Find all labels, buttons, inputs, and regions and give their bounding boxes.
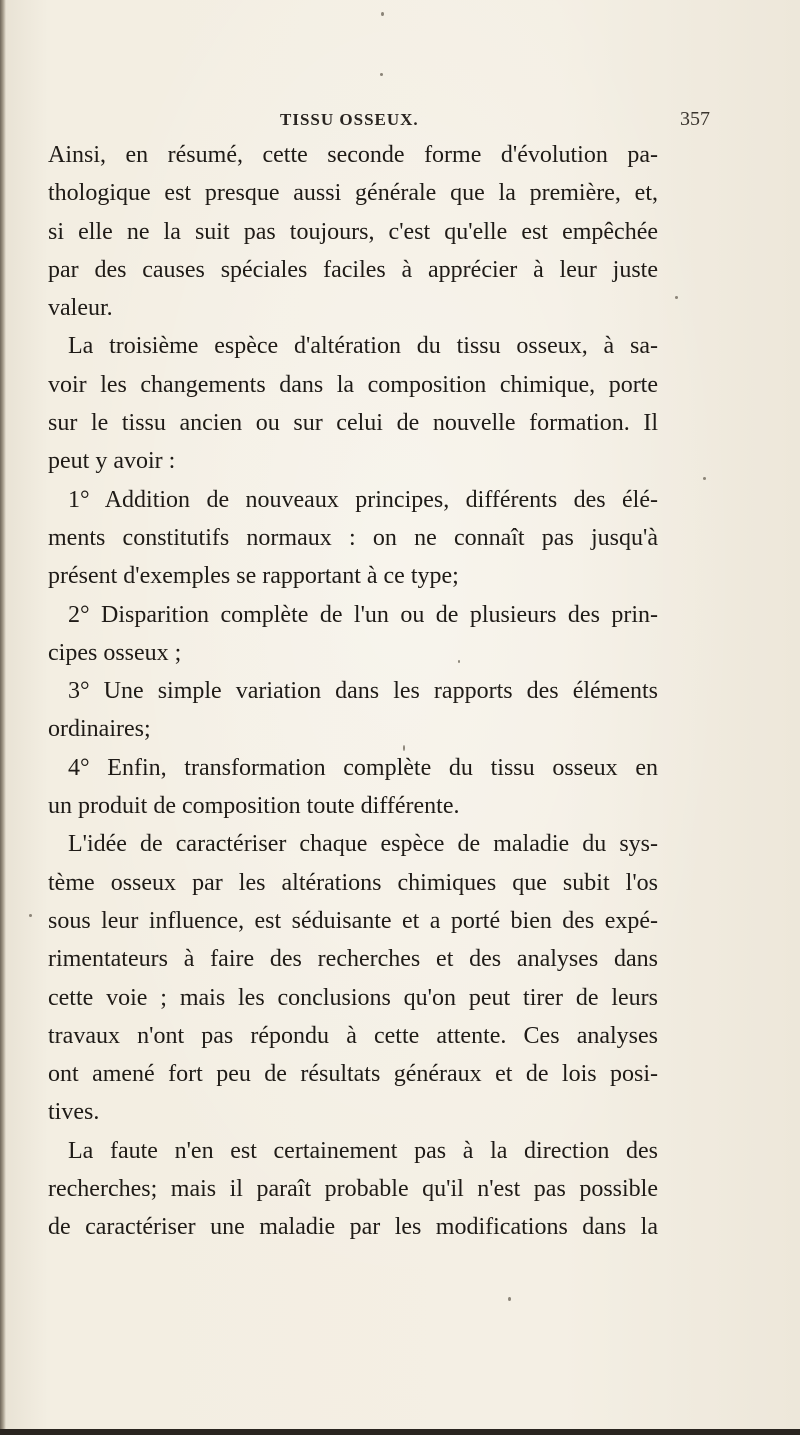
- paper-speck: [675, 296, 678, 299]
- text-line: ments constitutifs normaux : on ne connaît pas jusqu'à: [48, 524, 658, 551]
- running-header: [280, 110, 710, 136]
- paper-speck: [381, 12, 384, 16]
- text-line: peut y avoir :: [48, 448, 176, 475]
- body-text: [48, 136, 658, 1247]
- text-line: ordinaires;: [48, 716, 151, 743]
- text-line: présent d'exemples se rapportant à ce type;: [48, 563, 459, 590]
- text-line: de caractériser une maladie par les modifications dans la: [48, 1214, 658, 1241]
- text-line: voir les changements dans la composition chimique, porte: [48, 371, 658, 398]
- text-line: 4° Enfin, transformation complète du tissu osseux en: [68, 754, 658, 781]
- text-line: cipes osseux ;: [48, 639, 182, 666]
- text-line: Ainsi, en résumé, cette seconde forme d'évolution pa-: [48, 142, 658, 168]
- page-number: 357: [680, 108, 710, 130]
- text-line: recherches; mais il paraît probable qu'il n'est pas possible: [48, 1176, 658, 1203]
- text-line: La faute n'en est certainement pas à la direction des: [68, 1137, 658, 1164]
- text-line: L'idée de caractériser chaque espèce de maladie du sys-: [68, 831, 658, 858]
- paper-speck: [703, 477, 706, 480]
- text-line: 1° Addition de nouveaux principes, différents des élé-: [68, 486, 658, 513]
- text-line: rimentateurs à faire des recherches et des analyses dans: [48, 946, 658, 973]
- text-line: cette voie ; mais les conclusions qu'on peut tirer de leurs: [48, 984, 658, 1011]
- text-line: tives.: [48, 1099, 100, 1126]
- text-line: valeur.: [48, 295, 113, 322]
- text-line: tème osseux par les altérations chimiques que subit l'os: [48, 869, 658, 896]
- text-line: si elle ne la suit pas toujours, c'est qu'elle est empêchée: [48, 218, 658, 245]
- paper-speck: [508, 1297, 511, 1301]
- text-line: La troisième espèce d'altération du tissu osseux, à sa-: [68, 333, 658, 360]
- text-line: par des causes spéciales faciles à apprécier à leur juste: [48, 256, 658, 283]
- paper-speck: [458, 660, 460, 663]
- text-line: 3° Une simple variation dans les rapports des éléments: [68, 678, 658, 705]
- running-title: TISSU OSSEUX.: [280, 110, 419, 129]
- text-line: sur le tissu ancien ou sur celui de nouvelle formation. Il: [48, 410, 658, 437]
- text-line: travaux n'ont pas répondu à cette attente. Ces analyses: [48, 1022, 658, 1049]
- text-line: 2° Disparition complète de l'un ou de plusieurs des prin-: [68, 601, 658, 628]
- text-line: un produit de composition toute différente.: [48, 793, 460, 820]
- text-line: ont amené fort peu de résultats généraux et de lois posi-: [48, 1061, 658, 1088]
- paper-speck: [403, 745, 405, 751]
- paper-speck: [29, 914, 32, 917]
- page-binding-edge: [0, 0, 6, 1435]
- text-line: sous leur influence, est séduisante et a porté bien des expé-: [48, 907, 658, 934]
- bottom-edge: [0, 1429, 800, 1435]
- paper-speck: [380, 73, 383, 76]
- text-line: thologique est presque aussi générale que la première, et,: [48, 180, 658, 207]
